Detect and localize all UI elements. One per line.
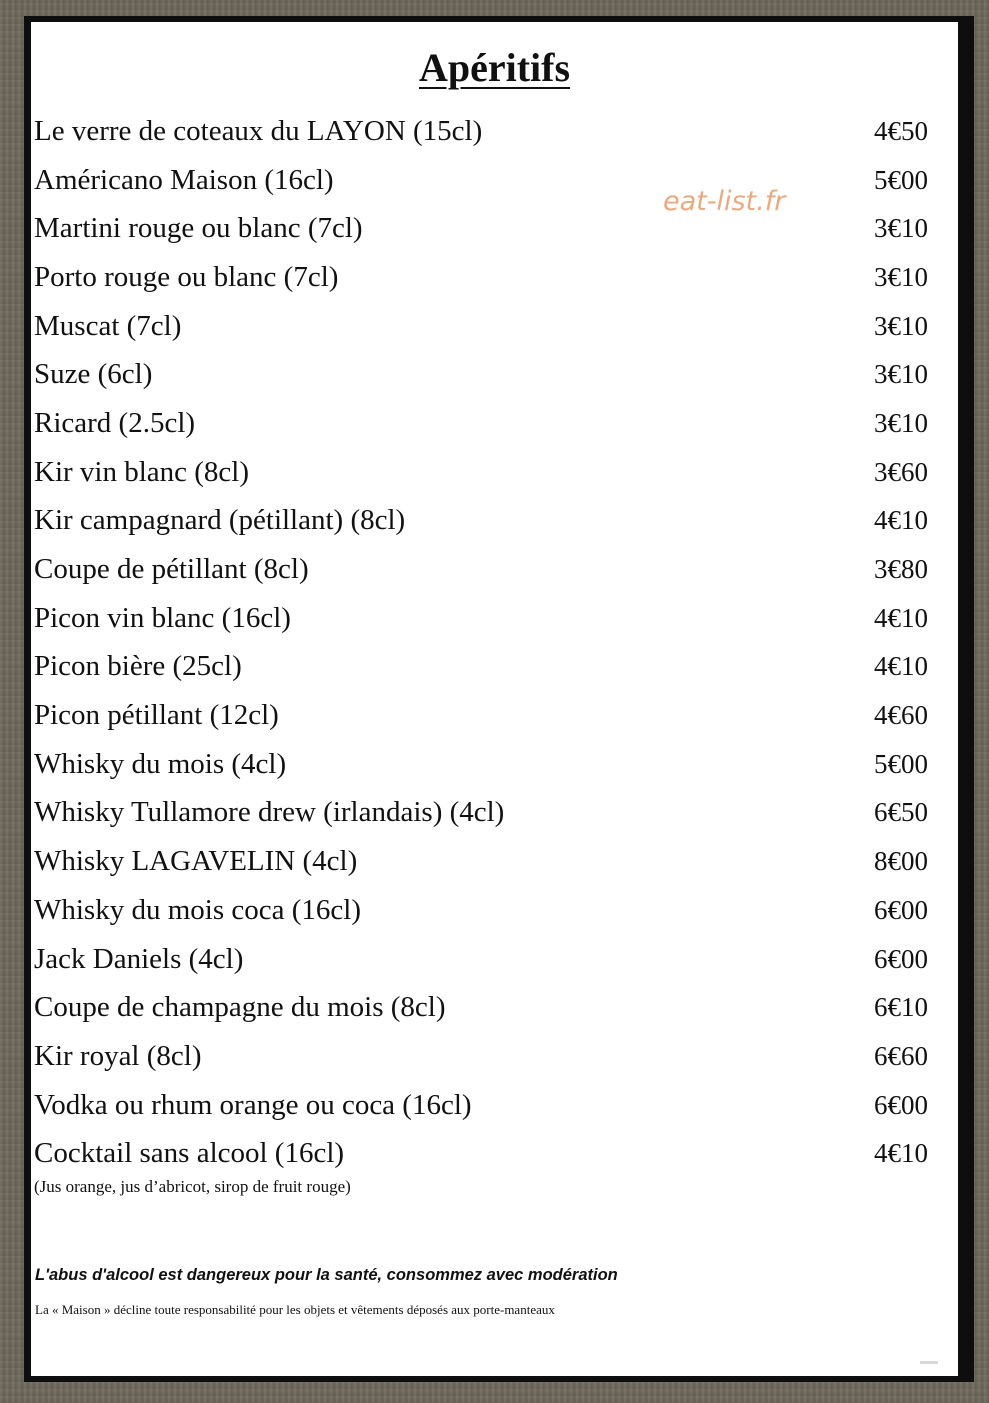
list-item — [34, 691, 928, 740]
item-price: 4€60 — [874, 700, 928, 731]
item-name: Américano Maison (16cl) — [34, 163, 334, 196]
item-price: 3€10 — [874, 261, 928, 292]
list-item — [34, 740, 928, 789]
item-name: Jack Daniels (4cl) — [34, 942, 244, 975]
item-name: Le verre de coteaux du LAYON (15cl) — [34, 114, 483, 147]
item-price: 4€10 — [874, 1138, 928, 1169]
item-price: 5€00 — [874, 164, 928, 195]
item-name: Vodka ou rhum orange ou coca (16cl) — [34, 1088, 472, 1121]
item-name: Cocktail sans alcool (16cl) — [34, 1137, 345, 1170]
item-price: 4€50 — [874, 115, 928, 146]
item-price: 6€00 — [874, 894, 928, 925]
item-price: 3€10 — [874, 213, 928, 244]
list-item — [34, 302, 928, 351]
item-price: 6€50 — [874, 797, 928, 828]
list-item — [34, 204, 928, 253]
list-item — [34, 253, 928, 302]
list-item — [34, 497, 928, 546]
list-item — [34, 545, 928, 594]
item-price: 6€10 — [874, 992, 928, 1023]
list-item — [34, 837, 928, 886]
alcohol-warning: L'abus d'alcool est dangereux pour la santé, consommez avec modération — [35, 1266, 618, 1284]
list-item — [34, 983, 928, 1032]
item-name: Kir campagnard (pétillant) (8cl) — [34, 504, 406, 537]
item-name: Whisky Tullamore drew (irlandais) (4cl) — [34, 796, 505, 829]
item-price: 3€10 — [874, 310, 928, 341]
list-item — [34, 350, 928, 399]
item-name: Whisky LAGAVELIN (4cl) — [34, 845, 358, 878]
item-price: 6€00 — [874, 943, 928, 974]
aperitif-list — [34, 107, 928, 1178]
list-item — [34, 935, 928, 984]
list-item — [34, 886, 928, 935]
item-name: Ricard (2.5cl) — [34, 406, 196, 439]
item-name: Picon vin blanc (16cl) — [34, 601, 291, 634]
list-item — [34, 107, 928, 156]
item-name: Coupe de pétillant (8cl) — [34, 553, 309, 586]
item-price: 6€60 — [874, 1040, 928, 1071]
list-item — [34, 448, 928, 497]
item-name: Picon bière (25cl) — [34, 650, 242, 683]
item-name: Muscat (7cl) — [34, 309, 182, 342]
item-price: 5€00 — [874, 748, 928, 779]
list-item — [34, 399, 928, 448]
item-name: Martini rouge ou blanc (7cl) — [34, 212, 363, 245]
item-name: Whisky du mois (4cl) — [34, 747, 287, 780]
list-item — [34, 1129, 928, 1178]
list-item — [34, 643, 928, 692]
item-name: Kir royal (8cl) — [34, 1039, 202, 1072]
item-name: Picon pétillant (12cl) — [34, 699, 279, 732]
item-price: 4€10 — [874, 505, 928, 536]
list-item — [34, 1032, 928, 1081]
list-item — [34, 1081, 928, 1130]
corner-mark — [920, 1361, 938, 1364]
item-price: 3€10 — [874, 407, 928, 438]
item-name: Suze (6cl) — [34, 358, 153, 391]
item-price: 8€00 — [874, 846, 928, 877]
watermark: eat-list.fr — [663, 186, 786, 217]
item-name: Kir vin blanc (8cl) — [34, 455, 250, 488]
list-item — [34, 156, 928, 205]
item-price: 3€10 — [874, 359, 928, 390]
item-name: Whisky du mois coca (16cl) — [34, 893, 361, 926]
page-title: Apéritifs — [418, 45, 571, 90]
item-name: Porto rouge ou blanc (7cl) — [34, 260, 339, 293]
item-price: 4€10 — [874, 651, 928, 682]
menu-page — [31, 22, 958, 1376]
list-item — [34, 594, 928, 643]
disclaimer: La « Maison » décline toute responsabilité pour les objets et vêtements déposés aux porte-manteaux — [35, 1302, 555, 1317]
item-price: 6€00 — [874, 1089, 928, 1120]
list-item — [34, 789, 928, 838]
item-price: 3€80 — [874, 554, 928, 585]
item-name: Coupe de champagne du mois (8cl) — [34, 991, 446, 1024]
cocktail-note: (Jus orange, jus d’abricot, sirop de fruit rouge) — [34, 1177, 351, 1196]
item-price: 3€60 — [874, 456, 928, 487]
item-price: 4€10 — [874, 602, 928, 633]
